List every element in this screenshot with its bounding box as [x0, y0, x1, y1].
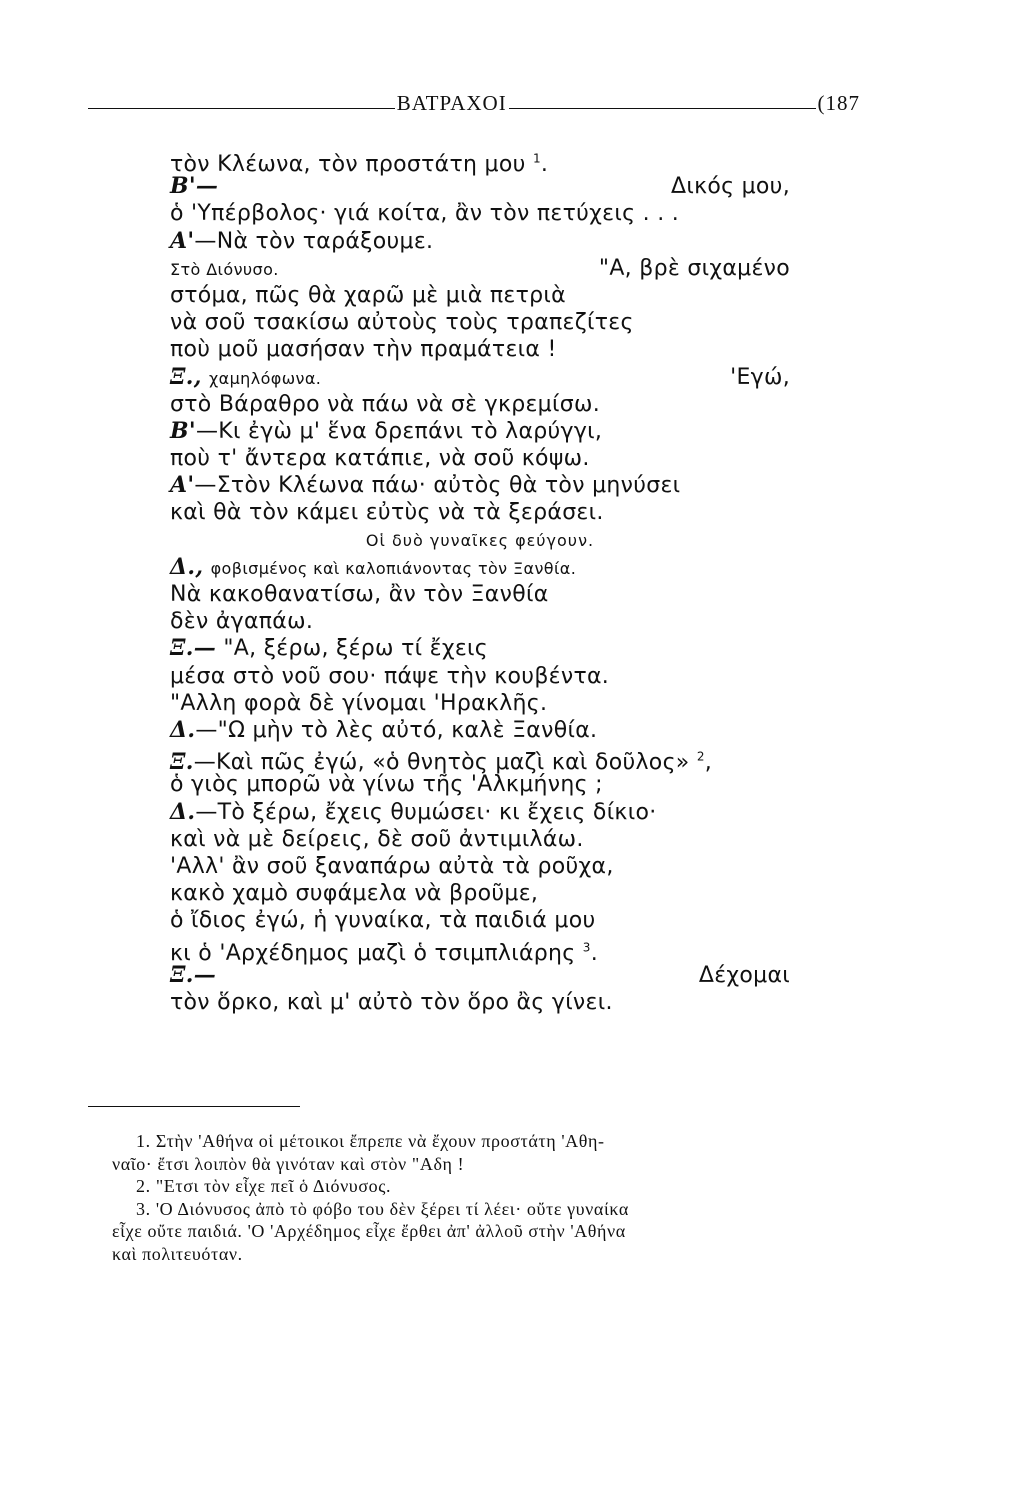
running-header	[88, 82, 860, 116]
stage-direction: Οἱ δυὸ γυναῖκες φεύγουν.	[365, 530, 595, 550]
footnote-line	[112, 1175, 862, 1198]
verse-line-right: Δικός μου,	[670, 174, 790, 200]
verse-line	[170, 907, 790, 934]
speaker-label: Δ.	[170, 716, 196, 743]
footnote-text: εἶχε οὔτε παιδιά. 'Ο 'Αρχέδημος εἶχε ἔρθει ἀπ' ἀλλοῦ στὴν 'Αθήνα	[112, 1221, 626, 1241]
stage-direction-inline: Στὸ Διόνυσο.	[170, 259, 279, 279]
header-rule-left	[88, 108, 395, 109]
verse-line	[170, 744, 790, 776]
verse-line-left	[170, 664, 609, 689]
verse-text-run: —Καὶ πῶς ἐγώ, «ὁ θνητὸς μαζὶ καὶ δοῦλος»	[193, 750, 697, 776]
speaker-label: Α'	[170, 227, 195, 254]
footnote-line	[112, 1198, 862, 1221]
speaker-label: Ξ.	[170, 749, 194, 776]
footnote-text: καὶ πολιτευόταν.	[112, 1243, 243, 1264]
verse-line	[170, 146, 790, 178]
verse-text-run: κι ὁ 'Αρχέδημος μαζὶ ὁ τσιμπλιάρης	[170, 940, 583, 966]
verse-line-left	[170, 364, 321, 391]
page-number: (187	[817, 91, 860, 115]
verse-line-left	[170, 881, 538, 906]
speaker-label: Ξ.—	[170, 961, 217, 988]
footnote-number: 2.	[136, 1176, 151, 1196]
verse-text-run: "Α, ξέρω, ξέρω τί ἔχεις	[216, 636, 488, 662]
verse-line-left	[170, 173, 218, 200]
verse-text	[170, 146, 790, 1016]
speaker-label: Β'	[170, 417, 196, 444]
verse-line-left	[170, 941, 598, 966]
verse-text-run: ὁ 'Υπέρβολος· γιά κοίτα, ἂν τὸν πετύχεις . . .	[170, 201, 680, 227]
verse-line-left	[170, 800, 657, 825]
verse-line	[170, 663, 790, 690]
verse-line	[170, 418, 790, 445]
footnote-text: ναῖο· ἔτσι λοιπὸν θὰ γινόταν καὶ στὸν "Αδη !	[112, 1153, 465, 1174]
verse-line	[170, 799, 790, 826]
verse-punct: .	[590, 940, 599, 966]
verse-line	[170, 200, 790, 227]
verse-text-run: τὸν Κλέωνα, τὸν προστάτη μου	[170, 152, 533, 178]
verse-line	[170, 255, 790, 282]
verse-line	[170, 445, 790, 472]
footnotes	[112, 1130, 862, 1265]
verse-line-left	[170, 555, 576, 580]
verse-line-left	[170, 718, 597, 743]
verse-text-run: μέσα στὸ νοῦ σου· πάψε τὴν κουβέντα.	[170, 663, 610, 689]
verse-text-run: καὶ θὰ τὸν κάμει εὐτὺς νὰ τὰ ξεράσει.	[170, 500, 604, 526]
footnote-line	[112, 1220, 862, 1243]
verse-line-left	[170, 229, 433, 254]
verse-line-left	[170, 337, 557, 362]
verse-text-run: Νὰ κακοθανατίσω, ἂν τὸν Ξανθία	[170, 582, 549, 607]
verse-line	[170, 554, 790, 581]
verse-line-left	[170, 990, 613, 1015]
verse-text-run: —Στὸν Κλέωνα πάω· αὐτὸς θὰ τὸν μηνύσει	[194, 473, 681, 499]
header-rule-right	[509, 108, 816, 109]
verse-line-left	[170, 772, 603, 797]
footnote-line	[112, 1130, 862, 1153]
verse-line	[170, 228, 790, 255]
verse-line-left	[170, 908, 595, 933]
verse-line-left	[170, 500, 604, 525]
verse-line	[170, 608, 790, 635]
footnote-number: 3.	[136, 1198, 151, 1219]
verse-line-left	[170, 827, 584, 852]
verse-line	[170, 771, 790, 798]
stage-direction-inline: φοβισμένος καὶ καλοπιάνοντας τὸν Ξανθία.	[210, 558, 577, 578]
verse-text-run: στὸ Βάραθρο νὰ πάω νὰ σὲ γκρεμίσω.	[170, 391, 600, 417]
verse-text-run: ὁ ἴδιος ἐγώ, ἡ γυναίκα, τὰ παιδιά μου	[170, 908, 596, 934]
footnote-separator	[88, 1106, 300, 1107]
verse-text-run: στόμα, πῶς θὰ χαρῶ μὲ μιὰ πετριὰ	[170, 282, 566, 308]
verse-line-left	[170, 636, 488, 661]
verse-line-left	[170, 582, 549, 607]
verse-line-left	[170, 255, 279, 282]
verse-line	[170, 581, 790, 608]
verse-line-left	[170, 962, 216, 989]
verse-line-left	[170, 392, 600, 417]
verse-line-right: 'Εγώ,	[730, 364, 790, 390]
verse-line-left	[170, 152, 548, 177]
verse-line	[170, 989, 790, 1016]
speaker-label: Δ.	[170, 798, 196, 825]
verse-text-run: τὸν ὅρκο, καὶ μ' αὐτὸ τὸν ὅρο ἂς γίνει.	[170, 989, 613, 1015]
verse-text-run: δὲν ἀγαπάω.	[170, 609, 314, 635]
verse-line	[170, 336, 790, 363]
verse-line-left	[170, 854, 614, 879]
verse-line-left	[170, 446, 590, 471]
verse-line	[170, 880, 790, 907]
verse-line	[170, 282, 790, 309]
verse-text-run: —Τὸ ξέρω, ἔχεις θυμώσει· κι ἔχεις δίκιο·	[195, 799, 657, 825]
verse-text-run: —Νὰ τὸν ταράξουμε.	[194, 228, 434, 254]
verse-line-left	[170, 201, 679, 226]
verse-line-right: Δέχομαι	[698, 962, 790, 988]
speaker-label: Β'—	[170, 173, 219, 200]
verse-text-run: —"Ω μὴν τὸ λὲς αὐτό, καλὲ Ξανθία.	[195, 717, 598, 743]
verse-line	[170, 826, 790, 853]
verse-line	[170, 309, 790, 336]
verse-line-left	[170, 473, 680, 498]
verse-line-left	[170, 609, 313, 634]
verse-line	[170, 690, 790, 717]
footnote-text: 'Ο Διόνυσος ἀπὸ τὸ φόβο του δὲν ξέρει τί λέει· οὔτε γυναίκα	[155, 1198, 629, 1219]
verse-line	[170, 717, 790, 744]
footnote-number: 1.	[136, 1131, 151, 1151]
verse-line	[170, 853, 790, 880]
verse-punct: .	[540, 152, 549, 178]
verse-line-left	[170, 310, 634, 335]
footnote-line	[112, 1153, 862, 1176]
footnote-text: "Ετσι τὸν εἶχε πεῖ ὁ Διόνυσος.	[155, 1176, 392, 1196]
verse-line-right: "Α, βρὲ σιχαμένο	[598, 255, 790, 281]
verse-line	[170, 934, 790, 966]
verse-text-run: ὁ γιὸς μπορῶ νὰ γίνω τῆς 'Αλκμήνης ;	[170, 772, 603, 798]
header-title: ΒΑΤΡΑΧΟΙ	[396, 91, 507, 115]
footnote-line	[112, 1243, 862, 1266]
verse-line	[170, 364, 790, 391]
speaker-label: Ξ.—	[170, 635, 217, 662]
verse-text-run: "Αλλη φορὰ δὲ γίνομαι 'Ηρακλῆς.	[170, 690, 548, 716]
footnote-ref: 2	[696, 750, 705, 765]
footnote-ref: 3	[582, 940, 591, 955]
verse-text-run: καὶ νὰ μὲ δείρεις, δὲ σοῦ ἀντιμιλάω.	[170, 826, 584, 852]
verse-text-run: ποὺ τ' ἄντερα κατάπιε, νὰ σοῦ κόψω.	[170, 446, 590, 472]
verse-text-run: —Κι ἐγὼ μ' ἕνα δρεπάνι τὸ λαρύγγι,	[195, 418, 603, 444]
verse-text-run: 'Αλλ' ἂν σοῦ ξαναπάρω αὐτὰ τὰ ροῦχα,	[170, 853, 614, 879]
verse-line	[170, 391, 790, 418]
verse-line-left	[170, 419, 602, 444]
speaker-label: Α'	[170, 472, 195, 499]
verse-line	[170, 499, 790, 526]
verse-line-left	[170, 283, 566, 308]
verse-line	[170, 472, 790, 499]
verse-text-run: ποὺ μοῦ μασήσαν τὴν πραμάτεια !	[170, 337, 557, 363]
speaker-label: Δ.,	[170, 553, 204, 580]
verse-line	[170, 635, 790, 662]
stage-direction-inline: χαμηλόφωνα.	[209, 368, 322, 388]
verse-line-left	[170, 691, 547, 716]
verse-text-run: νὰ σοῦ τσακίσω αὐτοὺς τοὺς τραπεζίτες	[170, 310, 634, 336]
verse-punct: ,	[704, 750, 713, 776]
verse-text-run: κακὸ χαμὸ συφάμελα νὰ βροῦμε,	[170, 881, 539, 907]
footnote-text: Στὴν 'Αθήνα οἱ μέτοικοι ἔπρεπε νὰ ἔχουν προστάτη 'Αθη-	[155, 1131, 605, 1151]
footnote-ref: 1	[532, 152, 541, 166]
speaker-label: Ξ.,	[170, 363, 202, 390]
